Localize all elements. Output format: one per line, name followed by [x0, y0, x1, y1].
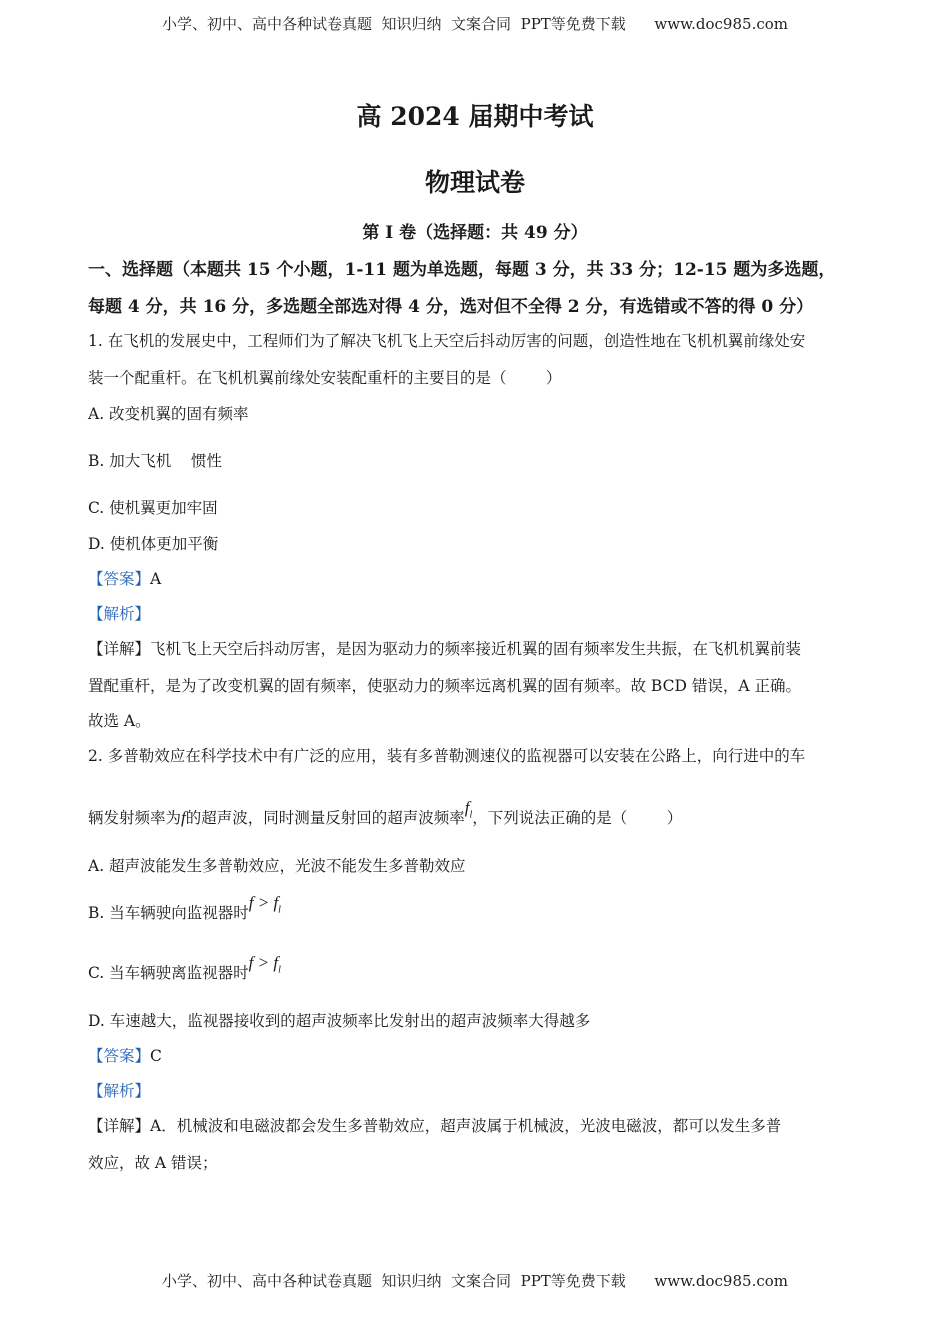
section-instructions-line1: 一、选择题（本题共 15 个小题，1-11 题为单选题，每题 3 分，共 33 分；12-15 题为多选题， — [88, 260, 836, 280]
q1-option-a: A. 改变机翼的固有频率 — [88, 405, 249, 423]
q1-detail-line3: 故选 A。 — [88, 712, 151, 730]
exam-title: 高 2024 届期中考试 — [356, 102, 594, 131]
q2-option-c: C. 当车辆驶离监视器时$f > f_l$ — [88, 953, 281, 982]
answer-tag: 【答案】 — [88, 1047, 151, 1065]
answer-value: A — [150, 570, 162, 588]
math-f1: $f_l$ — [464, 798, 473, 821]
q2-analysis-tag: 【解析】 — [88, 1082, 151, 1100]
subject-title: 物理试卷 — [424, 168, 525, 197]
detail-tag: 【详解】 — [88, 1117, 151, 1135]
q2-detail-line1: 【详解】A．机械波和电磁波都会发生多普勒效应，超声波属于机械波，光波电磁波，都可以发生多普 — [88, 1117, 782, 1135]
q2-detail-line2: 效应，故 A 错误； — [88, 1154, 218, 1172]
q1-analysis-tag: 【解析】 — [88, 605, 151, 623]
q2-option-d: D. 车速越大，监视器接收到的超声波频率比发射出的超声波频率大得越多 — [88, 1012, 591, 1030]
answer-tag: 【答案】 — [88, 570, 151, 588]
math-f: f — [181, 808, 186, 827]
page-header: 小学、初中、高中各种试卷真题 知识归纳 文案合同 PPT等免费下载 www.doc985.com — [161, 15, 788, 33]
page-footer: 小学、初中、高中各种试卷真题 知识归纳 文案合同 PPT等免费下载 www.doc985.com — [161, 1272, 788, 1290]
q1-option-d: D. 使机体更加平衡 — [88, 535, 219, 553]
q1-stem-line2: 装一个配重杆。在飞机机翼前缘处安装配重杆的主要目的是（ ） — [88, 369, 562, 387]
section-instructions-line2: 每题 4 分，共 16 分，多选题全部选对得 4 分，选对但不全得 2 分，有选错或不答的得 0 分） — [88, 297, 814, 317]
answer-value: C — [150, 1047, 162, 1065]
q1-option-b: B. 加大飞机 惯性 — [88, 452, 222, 470]
q2-stem-line2: 辆发射频率为f的超声波，同时测量反射回的超声波频率$f_l$，下列说法正确的是（ ） — [88, 798, 683, 827]
math-f-gt-f1: $f > f_l$ — [248, 893, 281, 916]
q1-option-c: C. 使机翼更加牢固 — [88, 499, 218, 517]
q2-option-a: A. 超声波能发生多普勒效应，光波不能发生多普勒效应 — [88, 857, 466, 875]
q1-detail-line2: 置配重杆，是为了改变机翼的固有频率，使驱动力的频率远离机翼的固有频率。故 BCD 错误，A 正确。 — [88, 677, 801, 695]
q1-stem-line1: 1. 在飞机的发展史中，工程师们为了解决飞机飞上天空后抖动厉害的问题，创造性地在飞机机翼前缘处安 — [88, 332, 806, 350]
math-f-gt-f1: $f > f_l$ — [248, 953, 281, 976]
q1-detail-line1: 【详解】飞机飞上天空后抖动厉害，是因为驱动力的频率接近机翼的固有频率发生共振，在飞机机翼前装 — [88, 640, 802, 658]
q2-option-b: B. 当车辆驶向监视器时$f > f_l$ — [88, 893, 281, 922]
q2-stem-line1: 2. 多普勒效应在科学技术中有广泛的应用，装有多普勒测速仪的监视器可以安装在公路上，向行进中的车 — [88, 747, 806, 765]
part-label: 第 I 卷（选择题：共 49 分） — [362, 223, 588, 243]
q1-answer — [88, 567, 161, 589]
q2-answer — [88, 1044, 162, 1066]
detail-tag: 【详解】 — [88, 640, 151, 658]
